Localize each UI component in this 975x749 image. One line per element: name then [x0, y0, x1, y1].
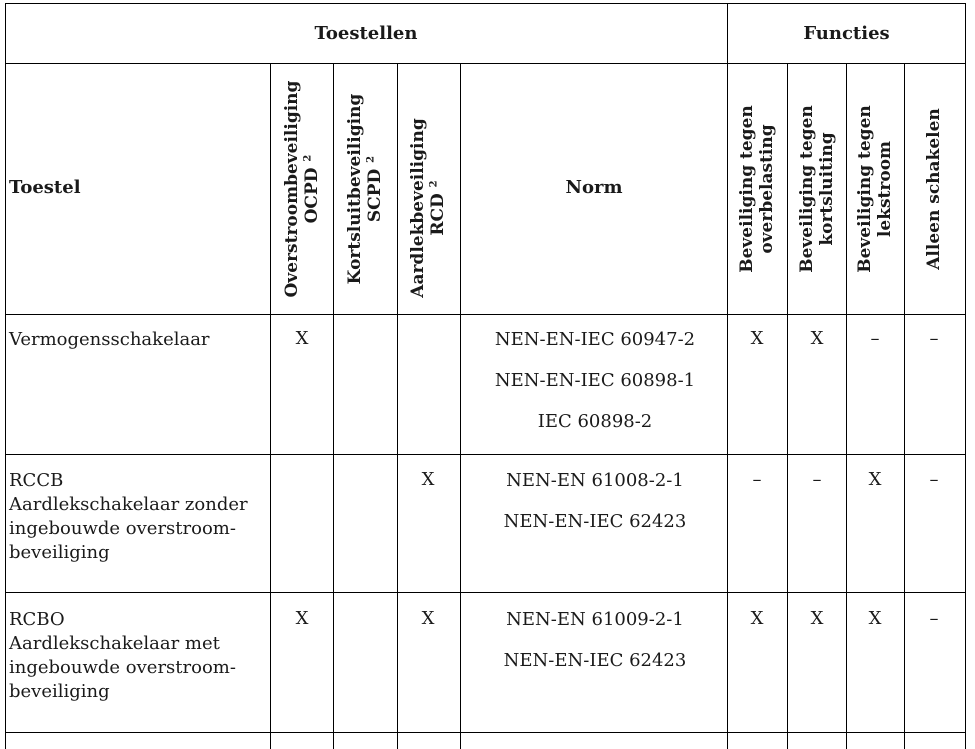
col-scpd-line1: Kortsluitbeveiliging [345, 93, 365, 285]
rule-header-bottom [5, 314, 966, 315]
cell-norm: NEN-EN-IEC 60898-1 [494, 370, 696, 391]
rule-col-norm [460, 63, 461, 749]
col-overbelasting-line2: overbelasting [757, 124, 777, 254]
group-header-toestellen [5, 3, 727, 63]
col-kortsluiting-line1: Beveiliging tegen [797, 105, 817, 273]
rule-col-ocpd [270, 63, 271, 749]
col-rcd-line1: Aardlekbeveiliging [408, 118, 428, 298]
group-header-functies [727, 3, 966, 63]
rule-col-lekstroom [846, 63, 847, 749]
cell-overbelasting: X [750, 608, 764, 629]
col-header-rcd [408, 118, 448, 297]
col-header-ocpd [282, 81, 322, 298]
row-toestel-line: RCCB [9, 470, 64, 491]
cell-norm: NEN-EN-IEC 60947-2 [494, 329, 696, 350]
cell-kortsluiting: X [810, 608, 824, 629]
col-kortsluiting-line2: kortsluiting [817, 132, 837, 246]
cell-ocpd: X [295, 328, 309, 349]
col-lekstroom-line2: lekstroom [875, 140, 895, 238]
rule-group-header [5, 63, 966, 64]
cell-ocpd: X [295, 608, 309, 629]
row-toestel-line: beveiliging [9, 681, 110, 702]
col-header-kortsluiting [797, 105, 837, 273]
col-ocpd-line1: Overstroombeveiliging [282, 80, 302, 298]
row-toestel-line: Aardlekschakelaar zonder [9, 494, 248, 515]
col-header-scpd [345, 94, 385, 285]
cell-schakelen: – [929, 608, 939, 629]
col-rcd-line2: RCD [428, 193, 448, 236]
rule-col-schakelen [904, 63, 905, 749]
rule-left [5, 3, 6, 749]
col-overbelasting-line1: Beveiliging tegen [737, 105, 757, 273]
footnote-ref: 2 [428, 180, 440, 188]
device-functions-table [5, 3, 966, 749]
row-toestel-line: ingebouwde overstroom- [9, 518, 236, 539]
col-header-norm [461, 177, 727, 198]
col-header-lekstroom [855, 105, 895, 273]
row-toestel-line: RCBO [9, 609, 65, 630]
row-toestel-line: beveiliging [9, 542, 110, 563]
footnote-ref: 2 [302, 154, 314, 162]
group-toestellen-label: Toestellen [314, 22, 418, 44]
rule-col-rcd [397, 63, 398, 749]
rule-row-2 [5, 592, 966, 593]
cell-rcd: X [421, 469, 435, 490]
rule-row-1 [5, 454, 966, 455]
footnote-ref: 2 [365, 155, 377, 163]
cell-schakelen: – [929, 328, 939, 349]
rule-col-kortsluiting [787, 63, 788, 749]
col-header-overbelasting [737, 105, 777, 273]
cell-kortsluiting: – [812, 469, 822, 490]
cell-norm: IEC 60898-2 [537, 411, 653, 432]
rule-right [965, 3, 966, 749]
rule-row-3 [5, 732, 966, 733]
cell-schakelen: – [929, 469, 939, 490]
col-toestel-label: Toestel [9, 177, 81, 198]
cell-lekstroom: X [868, 608, 882, 629]
col-norm-label: Norm [565, 177, 623, 198]
cell-overbelasting: X [750, 328, 764, 349]
col-scpd-line2: SCPD [365, 168, 385, 223]
group-functies-label: Functies [803, 22, 890, 44]
table-row [9, 328, 210, 352]
cell-norm: NEN-EN 61008-2-1 [506, 470, 684, 491]
col-header-schakelen [924, 108, 944, 270]
cell-norm: NEN-EN-IEC 62423 [503, 650, 687, 671]
cell-norm: NEN-EN-IEC 62423 [503, 511, 687, 532]
cell-lekstroom: – [870, 328, 880, 349]
table-row [9, 608, 236, 704]
col-lekstroom-line1: Beveiliging tegen [855, 105, 875, 273]
col-header-toestel [9, 177, 81, 198]
row-toestel-line: Aardlekschakelaar met [9, 633, 220, 654]
rule-col-scpd [333, 63, 334, 749]
cell-rcd: X [421, 608, 435, 629]
col-ocpd-line2: OCPD [302, 167, 322, 224]
cell-kortsluiting: X [810, 328, 824, 349]
row-toestel-line: ingebouwde overstroom- [9, 657, 236, 678]
cell-lekstroom: X [868, 469, 882, 490]
cell-norm: NEN-EN 61009-2-1 [506, 609, 684, 630]
cell-overbelasting: – [752, 469, 762, 490]
table-row [9, 469, 248, 565]
col-schakelen-line1: Alleen schakelen [924, 108, 944, 270]
row-toestel-line: Vermogensschakelaar [9, 329, 210, 350]
